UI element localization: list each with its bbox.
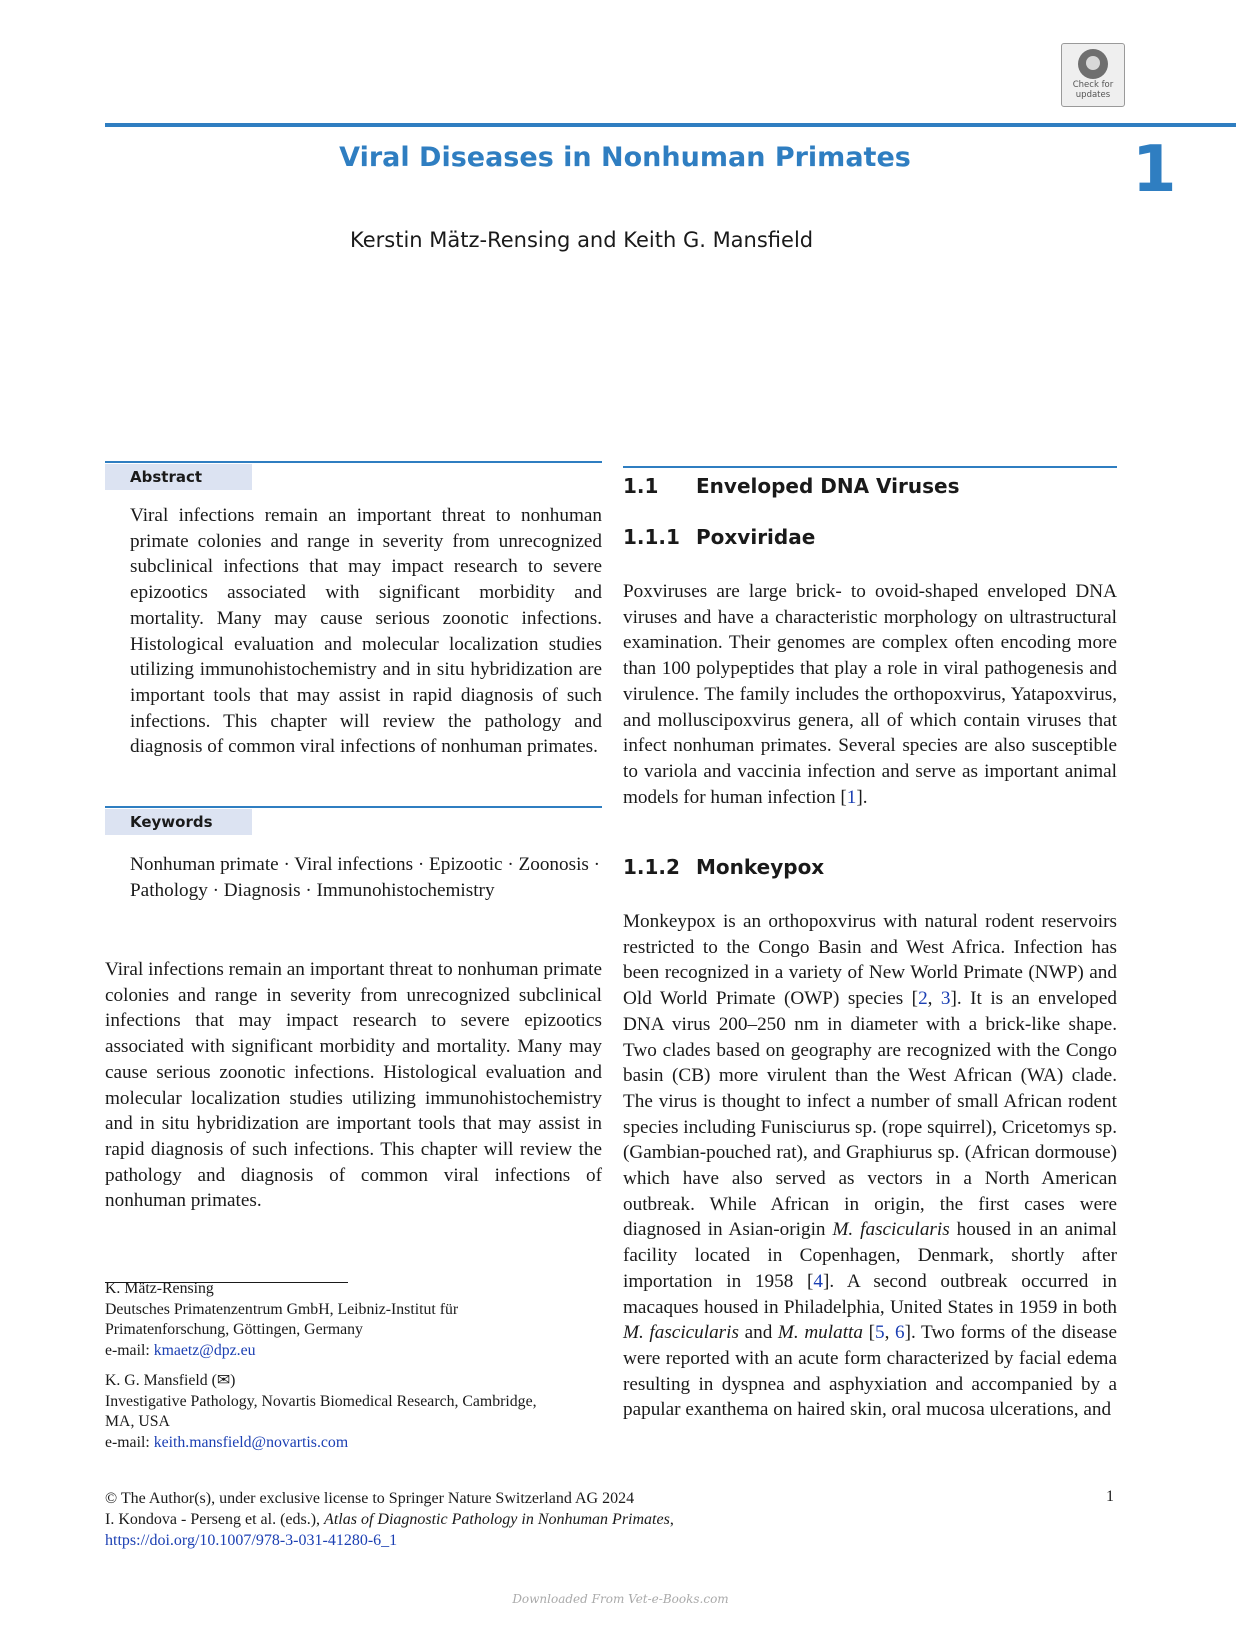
- section-number: 1.1: [623, 474, 659, 498]
- copyright-line: © The Author(s), under exclusive license to Springer Nature Switzerland AG 2024: [105, 1490, 635, 1507]
- section-title: Poxviridae: [696, 525, 816, 549]
- paragraph-text: ]. Two forms of the disease were reported with an acute form characterized by facial edema resulting in dyspnea and asphyxiation and accompanied by a papular exanthema on haired skin, oral mucosa ulcerations, and: [623, 1322, 1117, 1421]
- citation-link[interactable]: 5: [874, 1322, 885, 1344]
- editors: I. Kondova - Perseng et al. (eds.),: [105, 1511, 325, 1528]
- species-name: M. fascicularis: [623, 1322, 739, 1344]
- check-updates-label: Check for updates: [1072, 80, 1114, 100]
- paragraph-text: ]. A second outbreak occurred in macaques housed in Philadelphia, United States in 1959 in both: [623, 1270, 1118, 1318]
- chapter-number: 1: [1132, 133, 1177, 207]
- doi-link[interactable]: https://doi.org/10.1007/978-3-031-41280-6_1: [105, 1532, 398, 1549]
- keywords-rule: [105, 806, 602, 808]
- paragraph-text: housed in an animal facility located in Copenhagen, Denmark, shortly after importation in 1958 [: [623, 1219, 1117, 1292]
- paragraph-text: [: [862, 1322, 875, 1344]
- book-title: Atlas of Diagnostic Pathology in Nonhuman Primates: [324, 1511, 670, 1528]
- paragraph-text: ,: [884, 1322, 895, 1344]
- species-name: M. fascicularis: [832, 1219, 950, 1241]
- affiliation-author1: [105, 1279, 625, 1361]
- authors: Kerstin Mätz-Rensing and Keith G. Mansfield: [350, 228, 814, 252]
- download-watermark: Downloaded From Vet-e-Books.com: [512, 1592, 729, 1606]
- email-link[interactable]: keith.mansfield@novartis.com: [153, 1433, 349, 1451]
- citation-link[interactable]: 2: [918, 988, 928, 1010]
- abstract-text: Viral infections remain an important threat to nonhuman primate colonies and range in severity from unrecognized subclinical infections that may impact research to severe epizootics associated with significant morbidity and mortality. Many may cause serious zoonotic infections. Histological evaluation and molecular localization studies utilizing immunohistochemistry and in situ hybridization are important tools that may assist in rapid diagnosis of such infections. This chapter will review the pathology and diagnosis of common viral infections of nonhuman primates.: [130, 505, 602, 758]
- citation-link[interactable]: 3: [940, 988, 951, 1010]
- page-footer: [105, 1488, 805, 1551]
- paragraph-text: Monkeypox is an orthopoxvirus with natural rodent reservoirs restricted to the Congo Basin and West Africa. Infection has been recognized in a variety of New World Primate (NWP) and Old World Primate (OWP) species [: [623, 911, 1117, 1010]
- check-updates-icon: [1078, 49, 1108, 79]
- section-heading-1-1-1: [623, 525, 815, 549]
- section-title: Enveloped DNA Viruses: [696, 474, 960, 498]
- email-link[interactable]: kmaetz@dpz.eu: [153, 1341, 256, 1359]
- section-heading-1-1-2: [623, 855, 824, 879]
- top-rule: [105, 123, 1236, 127]
- affiliation-line: Investigative Pathology, Novartis Biomedical Research, Cambridge,: [105, 1392, 537, 1410]
- paragraph-text: Poxviruses are large brick- to ovoid-shaped enveloped DNA viruses and have a characteristic morphology on ultrastructural examination. Their genomes are complex often encoding more than 100 polypeptides that play a role in viral pathogenesis and virulence. The family includes the orthopoxvirus, Yatapoxvirus, and molluscipoxvirus genera, all of which contain viruses that infect nonhuman primates. Several species are also susceptible to variola and vaccinia infection and serve as important animal models for human infection [: [623, 581, 1117, 808]
- section-title: Monkeypox: [696, 855, 825, 879]
- email-label: e-mail:: [105, 1341, 154, 1359]
- paragraph-text: ].: [856, 786, 868, 808]
- section-rule: [623, 466, 1117, 468]
- check-for-updates-badge[interactable]: [1061, 43, 1125, 107]
- affiliation-line: Primatenforschung, Göttingen, Germany: [105, 1321, 363, 1338]
- poxviridae-paragraph: [623, 579, 1117, 810]
- intro-paragraph: Viral infections remain an important threat to nonhuman primate colonies and range in severity from unrecognized subclinical infections that may impact research to severe epizootics associated with significant morbidity and mortality. Many may cause serious zoonotic infections. Histological evaluation and molecular localization studies utilizing immunohistochemistry and in situ hybridization are important tools that may assist in rapid diagnosis of such infections. This chapter will review the pathology and diagnosis of common viral infections of nonhuman primates.: [105, 959, 602, 1212]
- book-suffix: ,: [669, 1511, 674, 1528]
- citation-link[interactable]: 6: [895, 1322, 905, 1344]
- affiliation-line: Deutsches Primatenzentrum GmbH, Leibniz-Institut für: [105, 1300, 459, 1318]
- page-number: 1: [1106, 1488, 1114, 1505]
- paragraph-text: ,: [927, 988, 941, 1010]
- citation-link[interactable]: 4: [813, 1270, 823, 1292]
- section-number: 1.1.1: [623, 525, 680, 549]
- citation-link[interactable]: 1: [846, 786, 857, 808]
- section-number: 1.1.2: [623, 855, 680, 879]
- section-heading-1-1: [623, 474, 960, 498]
- monkeypox-paragraph: [623, 909, 1117, 1423]
- abstract-label: Abstract: [105, 464, 252, 490]
- affiliation-name: K. G. Mansfield (✉): [105, 1372, 236, 1389]
- citation-line: [105, 1509, 805, 1530]
- affiliation-line: MA, USA: [105, 1413, 170, 1430]
- keywords-text: Nonhuman primate · Viral infections · Epizootic · Zoonosis · Pathology · Diagnosis · Immunohistochemistry: [130, 854, 601, 901]
- abstract-rule: [105, 461, 602, 463]
- email-line: [105, 1341, 625, 1362]
- email-line: [105, 1433, 625, 1454]
- chapter-title: Viral Diseases in Nonhuman Primates: [339, 142, 911, 173]
- keywords-label: Keywords: [105, 809, 252, 835]
- affiliation-author2: [105, 1371, 625, 1453]
- paragraph-text: ]. It is an enveloped DNA virus 200–250 nm in diameter with a brick-like shape. Two clades based on geography are recognized with the Congo basin (CB) more virulent than the West African (WA) clade. The virus is thought to infect a number of small African rodent species including Funisciurus sp. (rope squirrel), Cricetomys sp. (Gambian-pouched rat), and Graphiurus sp. (African dormouse) which have also served as vectors in a North American outbreak. While African in origin, the first cases were diagnosed in Asian-origin: [623, 988, 1117, 1241]
- species-name: M. mulatta: [777, 1322, 863, 1344]
- email-label: e-mail:: [105, 1433, 154, 1451]
- affiliation-name: K. Mätz-Rensing: [105, 1280, 214, 1297]
- paragraph-text: and: [738, 1322, 778, 1344]
